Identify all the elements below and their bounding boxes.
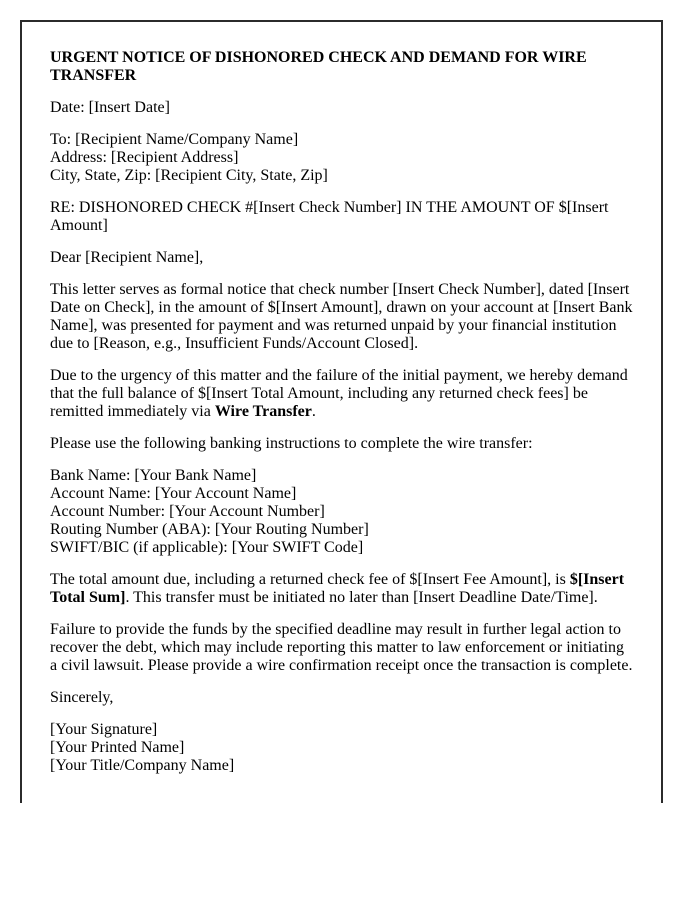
letter-title: URGENT NOTICE OF DISHONORED CHECK AND DEMAND FOR WIRE TRANSFER	[50, 49, 587, 84]
routing-number-line: Routing Number (ABA): [Your Routing Number]	[50, 521, 369, 538]
demand-paragraph	[50, 367, 633, 421]
signature-block	[50, 721, 633, 775]
printed-name-line: [Your Printed Name]	[50, 739, 185, 756]
total-paragraph-deadline-text: . This transfer must be initiated no later than [Insert Deadline Date/Time].	[125, 589, 598, 606]
notice-paragraph: This letter serves as formal notice that check number [Insert Check Number], dated [Insert Date on Check], in the amount of $[Insert Amount], drawn on your account at [Insert Bank Name], was presented for payment and was returned unpaid by your financial institution due to [Reason, e.g., Insufficient Funds/Account Closed].	[50, 281, 633, 352]
demand-paragraph-text: Due to the urgency of this matter and the failure of the initial payment, we hereby demand that the full balance of $[Insert Total Amount, including any returned check fees] be remitted immediately via	[50, 367, 628, 420]
swift-bic-line: SWIFT/BIC (if applicable): [Your SWIFT Code]	[50, 539, 364, 556]
total-paragraph-text: The total amount due, including a returned check fee of $[Insert Fee Amount], is	[50, 571, 570, 588]
consequences-paragraph: Failure to provide the funds by the specified deadline may result in further legal action to recover the debt, which may include reporting this matter to law enforcement or initiating a civil lawsuit. Please provide a wire confirmation receipt once the transaction is complete.	[50, 621, 633, 674]
account-number-line: Account Number: [Your Account Number]	[50, 503, 325, 520]
recipient-city-line: City, State, Zip: [Recipient City, State, Zip]	[50, 167, 328, 184]
closing: Sincerely,	[50, 689, 114, 706]
recipient-to-line: To: [Recipient Name/Company Name]	[50, 131, 299, 148]
bank-details-block	[50, 467, 633, 557]
demand-paragraph-bold-wire-transfer: Wire Transfer	[214, 403, 312, 420]
title-company-line: [Your Title/Company Name]	[50, 757, 235, 774]
signature-line: [Your Signature]	[50, 721, 158, 738]
recipient-block	[50, 131, 633, 185]
total-paragraph-bold-total-sum: $[Insert Total Sum]	[50, 571, 625, 606]
letter-container	[20, 20, 663, 803]
bank-name-line: Bank Name: [Your Bank Name]	[50, 467, 257, 484]
demand-paragraph-punctuation: .	[311, 403, 316, 420]
account-name-line: Account Name: [Your Account Name]	[50, 485, 297, 502]
salutation: Dear [Recipient Name],	[50, 249, 204, 266]
instructions-intro: Please use the following banking instructions to complete the wire transfer:	[50, 435, 533, 452]
recipient-address-line: Address: [Recipient Address]	[50, 149, 239, 166]
subject-line: RE: DISHONORED CHECK #[Insert Check Number] IN THE AMOUNT OF $[Insert Amount]	[50, 199, 609, 234]
date-line: Date: [Insert Date]	[50, 99, 170, 116]
total-paragraph	[50, 571, 633, 607]
